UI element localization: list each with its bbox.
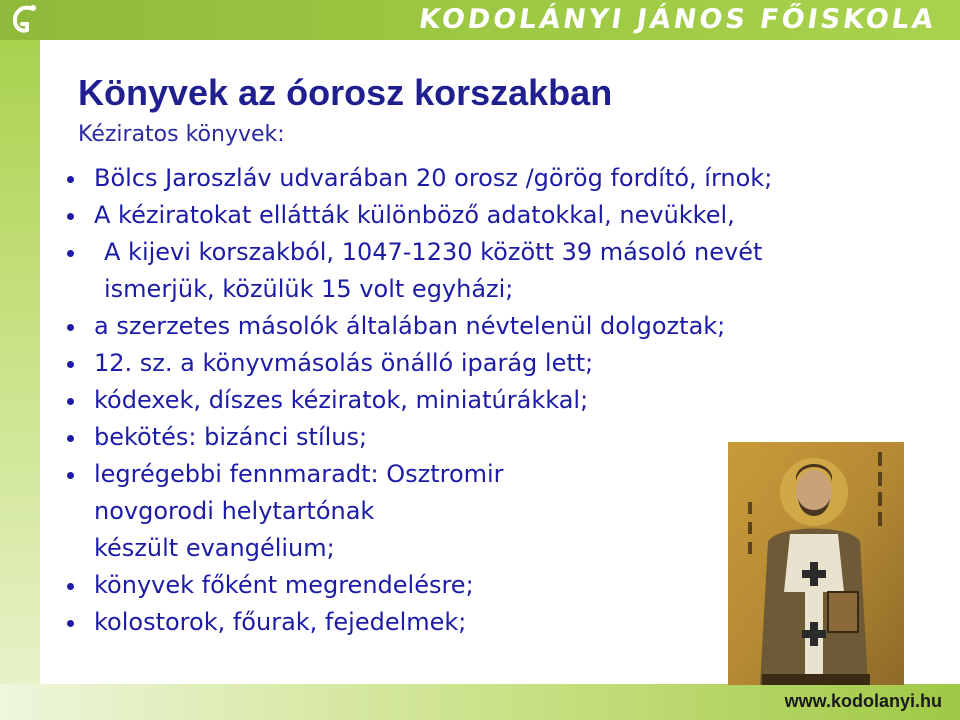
- saint-icon-image: [728, 442, 904, 685]
- slide-title: Könyvek az óorosz korszakban: [78, 72, 613, 113]
- list-item-continuation: novgorodi helytartónak: [94, 497, 375, 525]
- list-item: könyvek főként megrendelésre;: [78, 567, 958, 604]
- slide-subtitle: Kéziratos könyvek:: [78, 122, 285, 147]
- list-item: a szerzetes másolók általában névtelenül dolgoztak;: [78, 308, 958, 345]
- website-url[interactable]: www.kodolanyi.hu: [784, 691, 942, 711]
- list-item: A kijevi korszakból, 1047-1230 között 39 másoló nevét: [78, 234, 958, 271]
- list-item: kódexek, díszes kéziratok, miniatúrákkal;: [78, 382, 958, 419]
- list-item: kolostorok, főurak, fejedelmek;: [78, 604, 958, 641]
- list-item: bekötés: bizánci stílus;: [78, 419, 958, 456]
- brand-name: KODOLÁNYI JÁNOS FŐISKOLA: [417, 4, 939, 35]
- header-bar: [0, 0, 960, 40]
- list-item: A kéziratokat ellátták különböző adatokkal, nevükkel,: [78, 197, 958, 234]
- left-sidebar-decoration: [0, 40, 40, 720]
- footer-bar: [0, 684, 960, 720]
- list-item-continuation: ismerjük, közülük 15 volt egyházi;: [104, 275, 514, 303]
- kodolanyi-logo-icon: [6, 2, 42, 38]
- list-item: Bölcs Jaroszláv udvarában 20 orosz /görög fordító, írnok;: [78, 160, 958, 197]
- list-item: legrégebbi fennmaradt: Osztromir: [78, 456, 958, 493]
- list-item-continuation: készült evangélium;: [94, 534, 335, 562]
- list-item: 12. sz. a könyvmásolás önálló iparág lett;: [78, 345, 958, 382]
